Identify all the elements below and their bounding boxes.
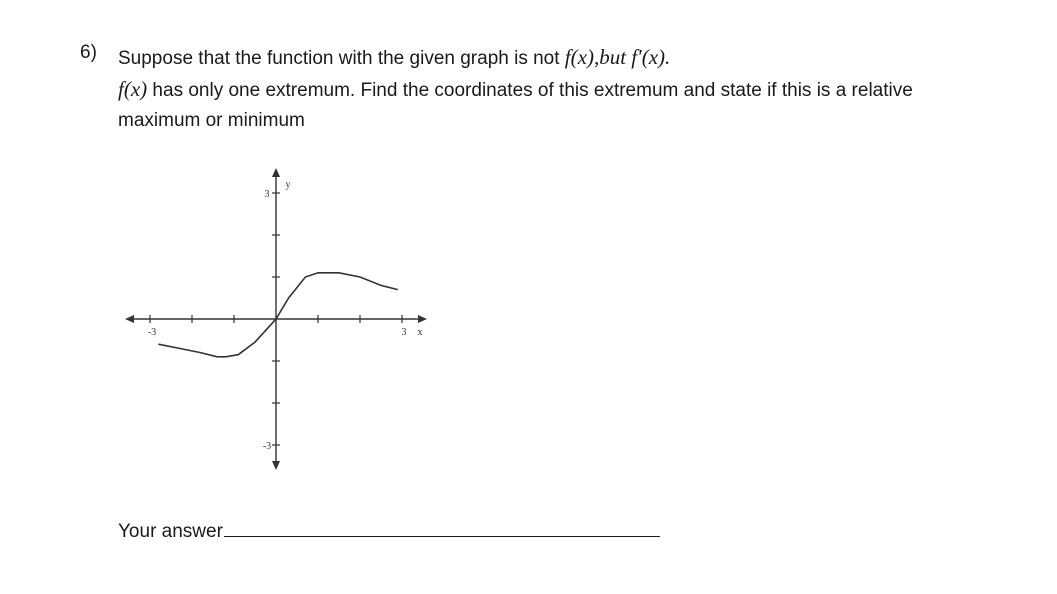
question-line-1-math: f(x),but f′(x). xyxy=(564,45,671,69)
question-line-2-text: has only one extremum. Find the coordinates of this extremum and state if this is a relative xyxy=(147,80,913,101)
question-line-1-text: Suppose that the function with the given graph is not xyxy=(118,48,565,69)
y-axis-up-arrow xyxy=(272,168,280,177)
question-line-2 xyxy=(118,74,1038,106)
y-tick-label: 3 xyxy=(264,189,270,200)
y-tick-label: -3 xyxy=(262,441,272,452)
x-tick-label: 3 xyxy=(401,327,407,338)
x-tick-label: -3 xyxy=(147,327,157,338)
derivative-curve xyxy=(158,273,397,357)
answer-label: Your answer xyxy=(118,521,223,542)
question-line-2-math: f(x) xyxy=(118,77,148,101)
answer-blank-line[interactable] xyxy=(224,518,660,537)
y-axis-down-arrow xyxy=(272,461,280,470)
question-line-3: maximum or minimum xyxy=(118,110,305,131)
y-axis-label: y xyxy=(285,179,291,191)
question-line-1 xyxy=(118,42,1038,74)
question-text xyxy=(118,42,1038,136)
x-axis-label: x xyxy=(417,327,423,338)
x-axis-right-arrow xyxy=(418,315,427,323)
question-number: 6) xyxy=(80,42,97,63)
answer-area xyxy=(118,518,660,543)
derivative-graph xyxy=(118,162,438,472)
graph-labels xyxy=(148,180,423,452)
x-axis-left-arrow xyxy=(125,315,134,323)
